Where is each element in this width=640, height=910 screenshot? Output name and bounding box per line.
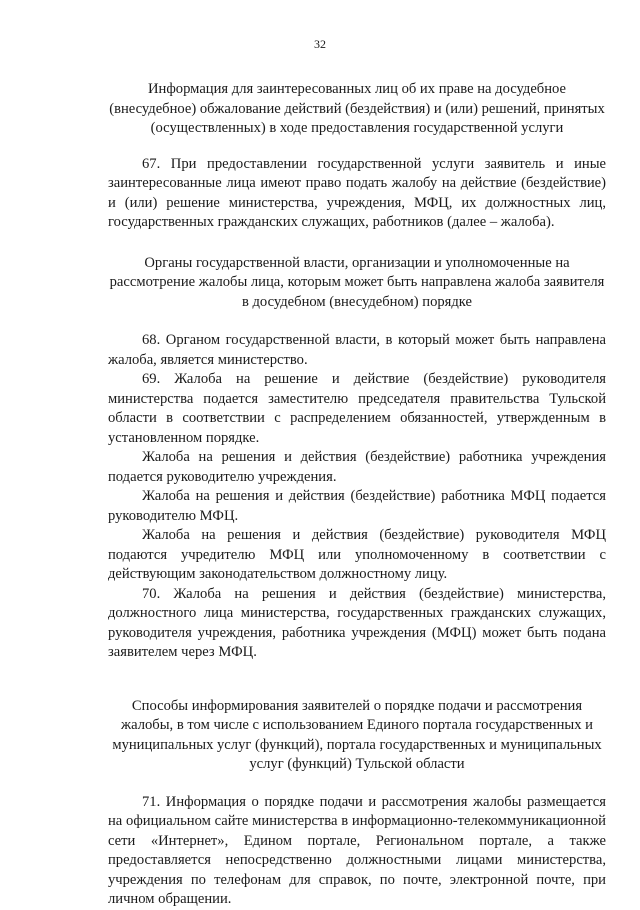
- paragraph-69-mfc-worker: Жалоба на решения и действия (бездействие) работника МФЦ подается руководителю МФЦ.: [108, 488, 606, 524]
- paragraph-71: 71. Информация о порядке подачи и рассмотрения жалобы размещается на официальном сайте министерства в информационно-телекоммуникационной сети «Интернет», Едином портале, Региональном портале, а также предоставляется непосредственно должностными лицами министерства, учреждения по телефонам для справок, по почте, электронной почте, при личном обращении.: [108, 793, 606, 907]
- paragraph-69-institution: Жалоба на решения и действия (бездействие) работника учреждения подается руководителю учреждения.: [108, 449, 606, 485]
- paragraph-70: 70. Жалоба на решения и действия (бездействие) министерства, должностного лица министерства, государственных гражданских служащих, руководителя учреждения, работника учреждения (МФЦ) может быть подана заявителем через МФЦ.: [108, 585, 606, 660]
- section-heading-appeal-info: Информация для заинтересованных лиц об их праве на досудебное (внесудебное) обжалование действий (бездействия) и (или) решений, принятых (осуществленных) в ходе предоставления государственной услуги: [109, 81, 605, 136]
- section-heading-informing-methods: Способы информирования заявителей о порядке подачи и рассмотрения жалобы, в том числе с использованием Единого портала государственных и муниципальных услуг (функций), портала государственных и муниципальных услуг (функций) Тульской области: [112, 697, 602, 772]
- paragraph-68: 68. Органом государственной власти, в который может быть направлена жалоба, является министерство.: [108, 332, 606, 368]
- paragraph-67: 67. При предоставлении государственной услуги заявитель и иные заинтересованные лица имеют право подать жалобу на действие (бездействие) и (или) решение министерства, учреждения, МФЦ, их должностных лиц, государственных гражданских служащих, работников (далее – жалоба).: [108, 155, 606, 230]
- paragraph-69: 69. Жалоба на решение и действие (бездействие) руководителя министерства подается заместителю председателя правительства Тульской области в соответствии с распределением обязанностей, утвержденным в установленном порядке.: [108, 371, 606, 446]
- page-number: 32: [314, 37, 326, 51]
- section-heading-authorities: Органы государственной власти, организации и уполномоченные на рассмотрение жалобы лица, которым может быть направлена жалоба заявителя в досудебном (внесудебном) порядке: [109, 254, 605, 310]
- paragraph-69-mfc-head: Жалоба на решения и действия (бездействие) руководителя МФЦ подаются учредителю МФЦ или уполномоченному в соответствии с действующим законодательством должностному лицу.: [108, 527, 606, 582]
- document-body: [108, 80, 606, 910]
